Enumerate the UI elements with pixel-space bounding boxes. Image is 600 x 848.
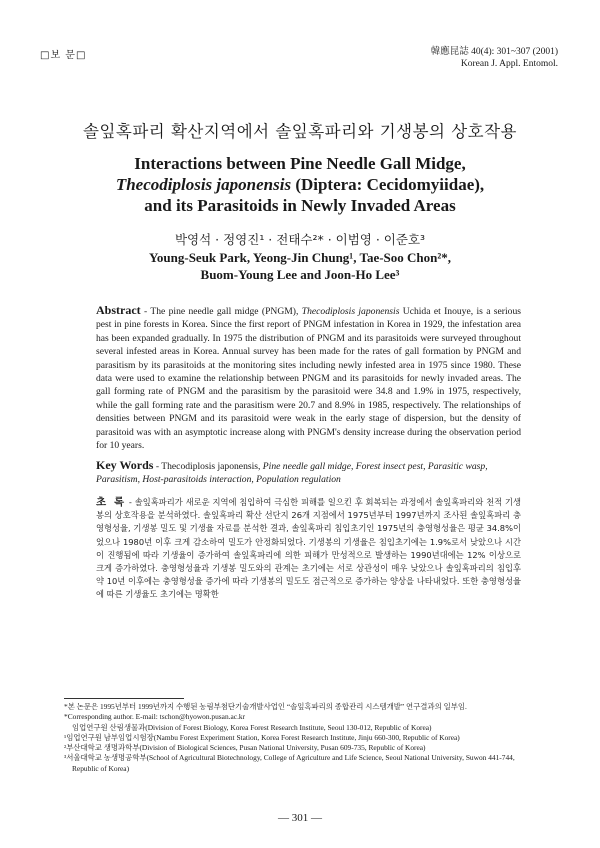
abstract-text-a: - The pine needle gall midge (PNGM), (140, 306, 302, 317)
authors-english-line2: Buom-Young Lee and Joon-Ho Lee³ (200, 267, 400, 282)
article-type-label: □보 문□ (40, 50, 87, 61)
journal-citation-ko: 韓應昆誌 40(4): 301~307 (2001) (430, 47, 558, 57)
footnote-corresponding: *Corresponding author. E-mail: tschon@hyowon.pusan.ac.kr (64, 712, 246, 722)
footnote-affiliation: 임업연구원 산림생물과(Division of Forest Biology, Korea Forest Research Institute, Seoul 130-012, Republic of Korea) (72, 722, 432, 732)
footnote-divider (64, 698, 184, 699)
footnote-affiliation-3: ³서울대학교 농생명공학부(School of Agricultural Biotechnology, College of Agriculture and Life Science, Seoul National University, Suwon 441-744, (64, 753, 515, 763)
korean-abstract (96, 496, 521, 602)
keywords-text-b: Pine needle gall midge, Forest insect pest, Parasitic wasp, Parasitism, Host-parasitoids interaction, Population regulation (96, 461, 488, 486)
footnote-affiliation-2: ²부산대학교 생명과학부(Division of Biological Sciences, Pusan National University, Pusan 609-735, Republic of Korea) (64, 743, 426, 753)
authors-english-line1: Young-Seuk Park, Yeong-Jin Chung¹, Tae-Soo Chon²*, (148, 250, 452, 265)
title-english-line2 (60, 174, 540, 195)
title-english-line2-rest: (Diptera: Cecidomyiidae), (291, 175, 485, 194)
footnote-affiliation-3-cont: Republic of Korea) (72, 763, 130, 773)
korean-abstract-label: 초 록 (96, 496, 127, 508)
korean-abstract-text: - 솔잎혹파리가 새로운 지역에 침입하여 극심한 피해를 일으킨 후 회복되는 과정에서 솔잎혹파리와 천적 기생봉의 상호작용을 분석하였다. 솔잎혹파리 확산 선단지 26개 지점에서 1975년부터 1997년까지 조사된 솔잎혹파리 충영형성율, 기생봉 밀도 및 기생율 자료를 분석한 결과, 솔잎혹파리 침입초기인 1975년의 충영형성율은 평균 34.8%이었으나 1980년 이후 크게 감소하여 밀도가 안정화되었다. 기생봉의 기생율은 침입초기에는 1.9%로서 낮았으나 시간이 진행됨에 따라 기생율이 증가하여 솔잎혹파리에 의한 피해가 만성적으로 발생하는 1990년대에는 12% 이상으로 크게 증가하였다. 충영형성율과 기생봉 밀도와의 관계는 초기에는 서로 상관성이 매우 낮았으나 솔잎혹파리의 침입후 약 10년 이후에는 충영형성율 증가에 따라 기생봉의 밀도도 점근적으로 증가하는 양상을 나타내었다. 또한 충영형성율에 따른 기생율도 초기에는 명확한 (96, 497, 521, 600)
authors-english (0, 249, 600, 283)
abstract-label: Abstract (96, 303, 141, 317)
title-english-line3: and its Parasitoids in Newly Invaded Areas (144, 196, 456, 215)
footnote-affiliation-1: ¹임업연구원 남부임업시험장(Nambu Forest Experiment Station, Korea Forest Research Institute, Jinju 660-300, Republic of Korea) (64, 732, 460, 742)
authors-korean: 박영석 · 정영진¹ · 전태수²* · 이범영 · 이준호³ (174, 232, 426, 247)
abstract-text-b: Uchida et Inouye, is a serious pest in pine forests in Korea. Since the first report of PNGM infestation in Korea in 1929, the infestation area has been expanded gradually. In 1975 the distribution of PNGM and its parasitoids were surveyed throughout several infested areas in Korea. Annual survey has been made for the rates of gall formation by PNGM and parasitism by its parasitoids at the monitoring sites including newly infested area in 1975 since 1980. These data were used to examine the relationship between PNGM and its parasitoids for newly invaded areas. The gall forming rate of PNGM and the parasitism by the parasitoid were 34.8 and 1.9% in 1975, respectively, while the gall forming rate and the parasitism were 20.7 and 8.9% in 1985, respectively. The relationships of densities between PNGM and its parasitoid were weak in the early stage of dispersion, but the density of parasitoid was with an asymptotic increase along with PNGM's density increase during the observation period for 10 years. (96, 306, 521, 452)
journal-citation-en: Korean J. Appl. Entomol. (460, 59, 558, 69)
title-species-name: Thecodiplosis japonensis (115, 175, 292, 194)
page-number: — 301 — (278, 812, 322, 824)
title-english (60, 153, 540, 216)
title-english-line1: Interactions between Pine Needle Gall Midge, (134, 154, 466, 173)
footnote-funding: *본 논문은 1995년부터 1999년까지 수행된 농림부첨단기술개발사업인 “솔잎혹파리의 종합관리 시스템개발” 연구결과의 일부임. (64, 702, 467, 711)
abstract-species: Thecodiplosis japonensis (301, 306, 400, 317)
keywords-text-a: - Thecodiplosis japonensis, (153, 461, 263, 472)
keywords (96, 459, 521, 487)
journal-citation (431, 46, 558, 70)
footnotes (64, 702, 540, 774)
keywords-label: Key Words (96, 458, 154, 472)
abstract (96, 304, 521, 452)
title-korean: 솔잎혹파리 확산지역에서 솔잎혹파리와 기생봉의 상호작용 (83, 122, 517, 141)
